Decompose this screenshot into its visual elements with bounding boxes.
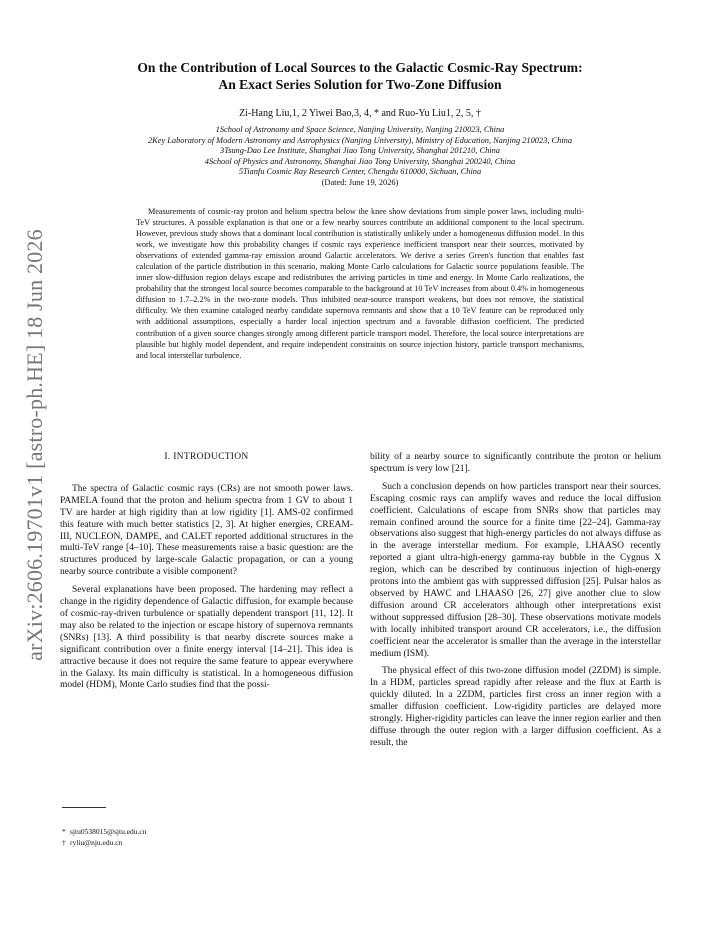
dated-line: (Dated: June 19, 2026) (321, 177, 399, 187)
footnote-2 (62, 837, 147, 848)
author-list: Zi-Hang Liu,1, 2 Yiwei Bao,3, 4, * and Ruo-Yu Liu1, 2, 5, † (239, 108, 481, 119)
affiliation-4: 4School of Physics and Astronomy, Shanghai Jiao Tong University, Shanghai 200240, China (204, 156, 516, 166)
footnote-divider (62, 807, 106, 808)
affiliation-3: 3Tsung-Dao Lee Institute, Shanghai Jiao Tong University, Shanghai 201210, China (220, 146, 500, 156)
arxiv-identifier-margin (20, 229, 50, 661)
affiliations (40, 125, 680, 189)
footnote-mark: † (62, 838, 66, 848)
affiliation-5: 5Tianfu Cosmic Ray Research Center, Chengdu 610000, Sichuan, China (238, 167, 482, 177)
paper-title (80, 60, 640, 93)
right-column (370, 452, 661, 750)
abstract: Measurements of cosmic-ray proton and helium spectra below the knee show deviations from simple power laws, including multi-TeV structures. A possible explanation is that one or a few nearby sources contribute an additional component to the local spectrum. However, previous study shows that a dominant local contribution is statistically unlikely under a homogeneous diffusion model. In this work, we investigate how this probability changes if cosmic rays experience inefficient transport near their sources, motivated by observations of extended gamma-ray emission around Galactic accelerators. We derive a series Green's function that enables fast calculation of the particle distribution in this scenario, making Monte Carlo calculations for Galactic source populations feasible. The inner slow-diffusion region delays escape and redistributes the arriving particles in time and energy. In Monte Carlo realizations, the probability that the strongest local source becomes comparable to the background at 10 TeV increases from about 0.4% in homogeneous diffusion to 1.7–2.2% in the two-zone models. Thus inhibited near-source transport weakens, but does not remove, the statistical difficulty. We then examine cataloged nearby candidate supernova remnants and show that a 10 TeV feature can be reproduced only with additional assumptions, especially a harder local injection spectrum and a favorable diffusion coefficient. The predicted contribution of a given source changes strongly among different particle transport model. Therefore, the local source interpretations are plausible but highly model dependent, and require independent constraints on source injection history, particle transport mechanisms, and local interstellar turbulence. (136, 207, 584, 360)
intro-paragraph-4: The physical effect of this two-zone diffusion model (2ZDM) is simple. In a HDM, particles spread rapidly after release and the flux at Earth is quickly diluted. In a 2ZDM, particles first cross an inner region with a smaller diffusion coefficient. Low-rigidity particles are delayed more strongly. Higher-rigidity particles can leave the inner region earlier and then diffuse through the outer region with a larger diffusion coefficient. As a result, the (370, 666, 661, 748)
intro-paragraph-1: The spectra of Galactic cosmic rays (CRs) are not smooth power laws. PAMELA found that the proton and helium spectra from 1 GV to about 1 TV are harder at high rigidity than at low rigidity [1]. AMS-02 confirmed this feature with much better statistics [2, 3]. At higher energies, CREAM-III, NUCLEON, DAMPE, and CALET reported additional structures in the multi-TeV range [4–10]. These measurements raise a basic question: are the structures produced by large-scale Galactic propagation, or can a young nearby source contribute a visible component? (60, 483, 353, 578)
title-line-2: An Exact Series Solution for Two-Zone Diffusion (218, 76, 502, 92)
affiliation-2: 2Key Laboratory of Modern Astronomy and Astrophysics (Nanjing University), Ministry of Education, Nanjing 210023, China (147, 135, 573, 145)
section-heading-introduction: I. INTRODUCTION (164, 452, 249, 462)
intro-paragraph-2: Several explanations have been proposed. The hardening may reflect a change in the rigidity dependence of Galactic diffusion, for example because of cosmic-ray-driven turbulence or spatially dependent transport [11, 12]. It may also be related to the injection or escape history of supernova remnants (SNRs) [13]. A third possibility is that nearby discrete sources make a significant contribution over a finite energy interval [14–21]. This idea is attractive because it does not require the same feature to appear everywhere in the Galaxy. Its main difficulty is statistical. In a homogeneous diffusion model (HDM), Monte Carlo studies find that the possi- (60, 585, 353, 691)
intro-paragraph-3: Such a conclusion depends on how particles transport near their sources. Escaping cosmic rays can amplify waves and reduce the local diffusion coefficient. Calculations of escape from SNRs show that particles may remain confined around the source for a finite time [22–24]. Gamma-ray observations also suggest that high-energy particles do not always diffuse as in the average interstellar medium. For example, LHAASO recently reported a giant ultra-high-energy gamma-ray bubble in the Cygnus X region, which can be described by continuous injection of high-energy protons into the ambient gas with suppressed diffusion [25]. Pulsar halos as observed by HAWC and LHAASO [26, 27] give another clue to slow diffusion around CR accelerators although other interpretations exist without suppressed diffusion [28–30]. These observations motivate models with locally inhibited transport around CR accelerators, i.e., the diffusion coefficient near the accelerator is smaller than the average in the interstellar medium (ISM). (370, 481, 661, 659)
footnote-1 (62, 826, 147, 837)
intro-paragraph-2-continued: bility of a nearby source to significantly contribute the proton or helium spectrum is very low [21]. (370, 452, 661, 474)
footnote-email: ryliu@nju.edu.cn (70, 838, 123, 848)
title-line-1: On the Contribution of Local Sources to the Galactic Cosmic-Ray Spectrum: (137, 60, 583, 75)
footnotes (62, 826, 147, 849)
footnote-email: sjtu0538015@sjtu.edu.cn (70, 827, 147, 836)
arxiv-identifier: arXiv:2606.19701v1 [astro-ph.HE] 18 Jun 2026 (22, 229, 47, 661)
footnote-mark: * (62, 827, 66, 836)
left-column (60, 452, 353, 692)
affiliation-1: 1School of Astronomy and Space Science, Nanjing University, Nanjing 210023, China (215, 125, 505, 134)
